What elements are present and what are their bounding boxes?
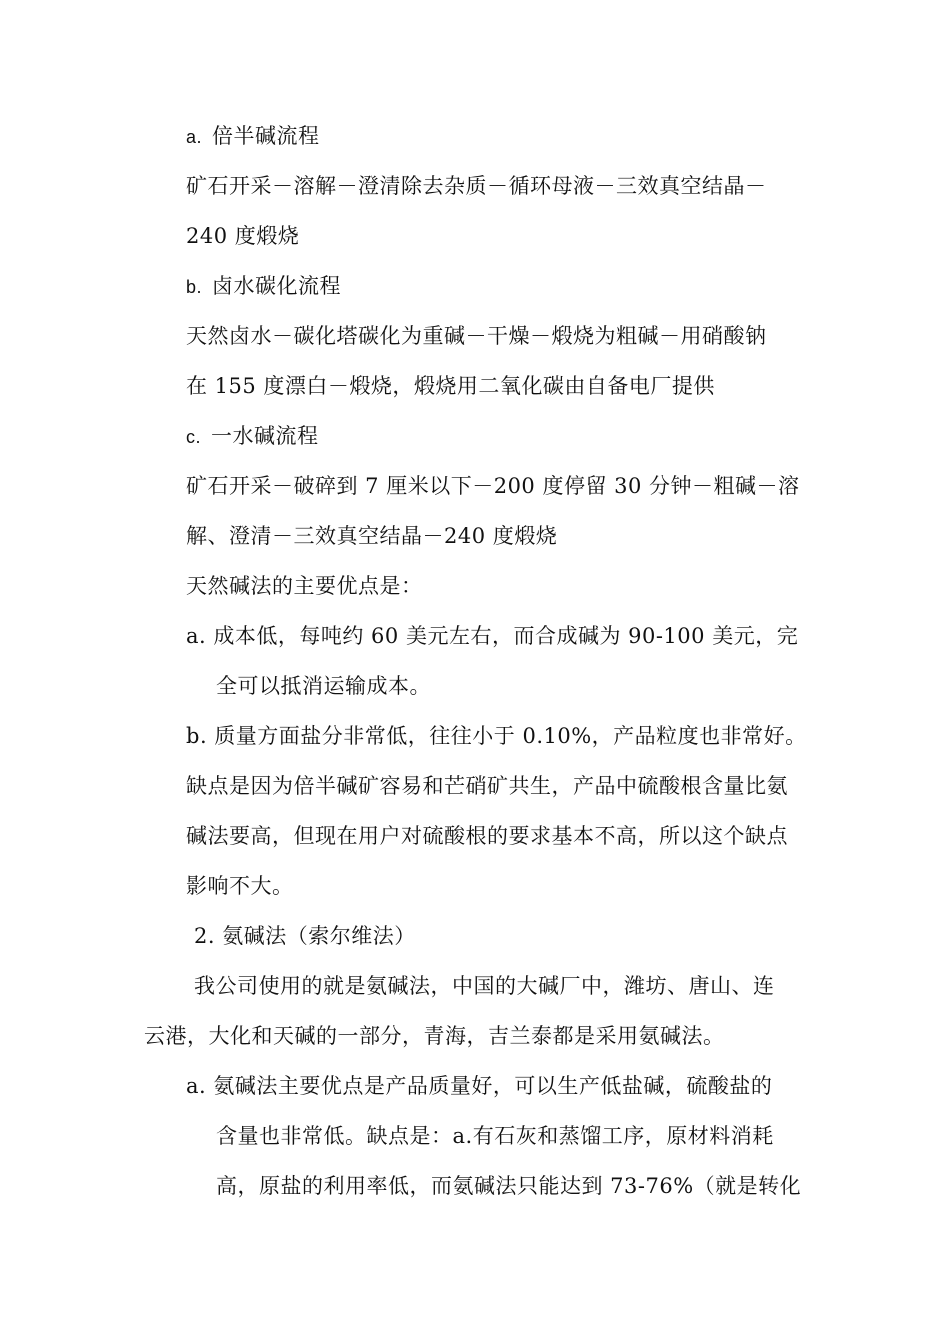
paragraph-line: 在 155 度漂白－煅烧，煅烧用二氧化碳由自备电厂提供 <box>186 374 715 398</box>
list-item-line: 全可以抵消运输成本。 <box>216 674 431 698</box>
monohydrate-flow-heading <box>186 422 319 451</box>
paragraph-line: 矿石开采－破碎到 7 厘米以下－200 度停留 30 分钟－粗碱－溶 <box>186 474 800 498</box>
paragraph-line: 影响不大。 <box>186 874 294 898</box>
paragraph-line: 240 度煅烧 <box>186 224 300 248</box>
paragraph-line: 缺点是因为倍半碱矿容易和芒硝矿共生，产品中硫酸根含量比氨 <box>186 774 788 798</box>
list-item-line: a. 成本低，每吨约 60 美元左右，而合成碱为 90-100 美元，完 <box>186 624 799 648</box>
paragraph-line: 碱法要高，但现在用户对硫酸根的要求基本不高，所以这个缺点 <box>186 824 788 848</box>
advantages-heading: 天然碱法的主要优点是： <box>186 574 423 598</box>
brine-flow-heading <box>186 272 341 301</box>
paragraph-line: 天然卤水－碳化塔碳化为重碱－干燥－煅烧为粗碱－用硝酸钠 <box>186 324 767 348</box>
section-title: 一水碱流程 <box>211 424 319 448</box>
list-label: b. <box>186 277 203 297</box>
paragraph-line: 我公司使用的就是氨碱法，中国的大碱厂中，潍坊、唐山、连 <box>194 974 775 998</box>
ammonia-method-heading: 2. 氨碱法（索尔维法） <box>194 924 416 948</box>
list-label: a. <box>186 127 203 147</box>
list-item-line: 含量也非常低。缺点是：a.有石灰和蒸馏工序，原材料消耗 <box>216 1124 774 1148</box>
paragraph-line: 矿石开采－溶解－澄清除去杂质－循环母液－三效真空结晶－ <box>186 174 767 198</box>
list-item-line: b. 质量方面盐分非常低，往往小于 0.10%，产品粒度也非常好。 <box>186 724 807 748</box>
paragraph-line: 解、澄清－三效真空结晶－240 度煅烧 <box>186 524 558 548</box>
list-item-line: 高，原盐的利用率低，而氨碱法只能达到 73-76%（就是转化 <box>216 1174 802 1198</box>
list-item-line: a. 氨碱法主要优点是产品质量好，可以生产低盐碱，硫酸盐的 <box>186 1074 773 1098</box>
trona-flow-heading <box>186 122 320 151</box>
paragraph-line: 云港，大化和天碱的一部分，青海，吉兰泰都是采用氨碱法。 <box>144 1024 725 1048</box>
section-title: 倍半碱流程 <box>212 124 320 148</box>
list-label: c. <box>186 427 202 447</box>
section-title: 卤水碳化流程 <box>212 274 342 298</box>
